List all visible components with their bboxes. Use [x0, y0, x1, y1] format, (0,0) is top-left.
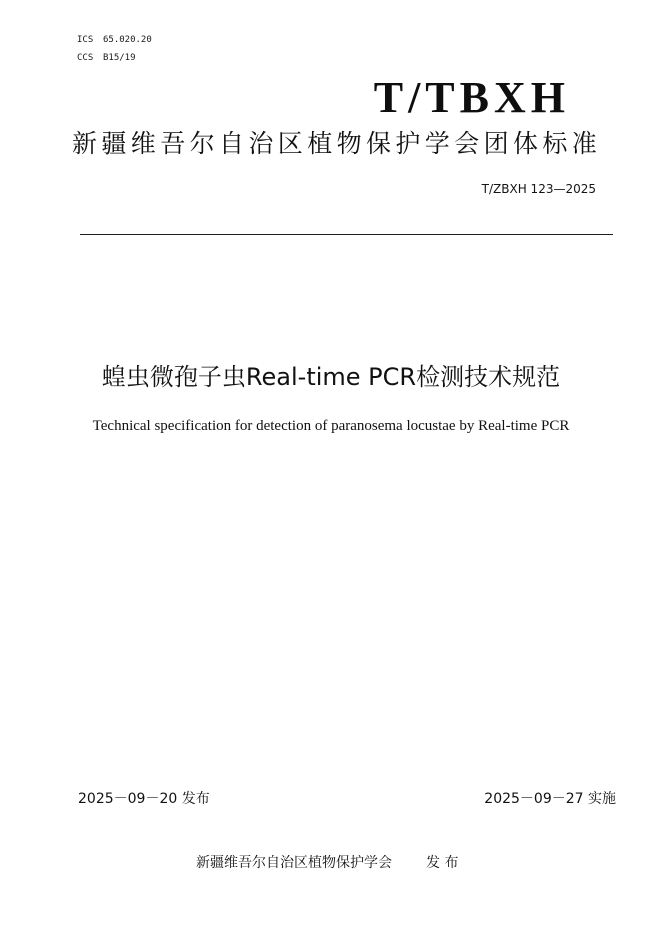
standard-brand-code: T/TBXH [373, 73, 570, 122]
document-title-chinese: 蝗虫微孢子虫Real-time PCR检测技术规范 [101, 363, 561, 391]
implementation-date: 2025－09－27 实施 [484, 791, 616, 807]
ccs-code: B15/19 [103, 53, 136, 63]
header-divider [80, 234, 613, 235]
issuer-action: 发 布 [426, 855, 459, 871]
organization-standard-title: 新疆维吾尔自治区植物保护学会团体标准 [72, 129, 602, 158]
issuer-name: 新疆维吾尔自治区植物保护学会 [196, 855, 392, 871]
ics-classification [77, 35, 152, 46]
ccs-classification [77, 53, 136, 64]
document-title-english: Technical specification for detection of paranosema locustae by Real-time PCR [92, 418, 570, 434]
ics-label: ICS [77, 35, 94, 45]
ics-code: 65.020.20 [103, 35, 152, 45]
publish-date: 2025－09－20 发布 [78, 791, 210, 807]
issuing-organization [196, 853, 458, 873]
standard-number: T/ZBXH 123—2025 [481, 182, 596, 196]
ccs-label: CCS [77, 53, 94, 63]
